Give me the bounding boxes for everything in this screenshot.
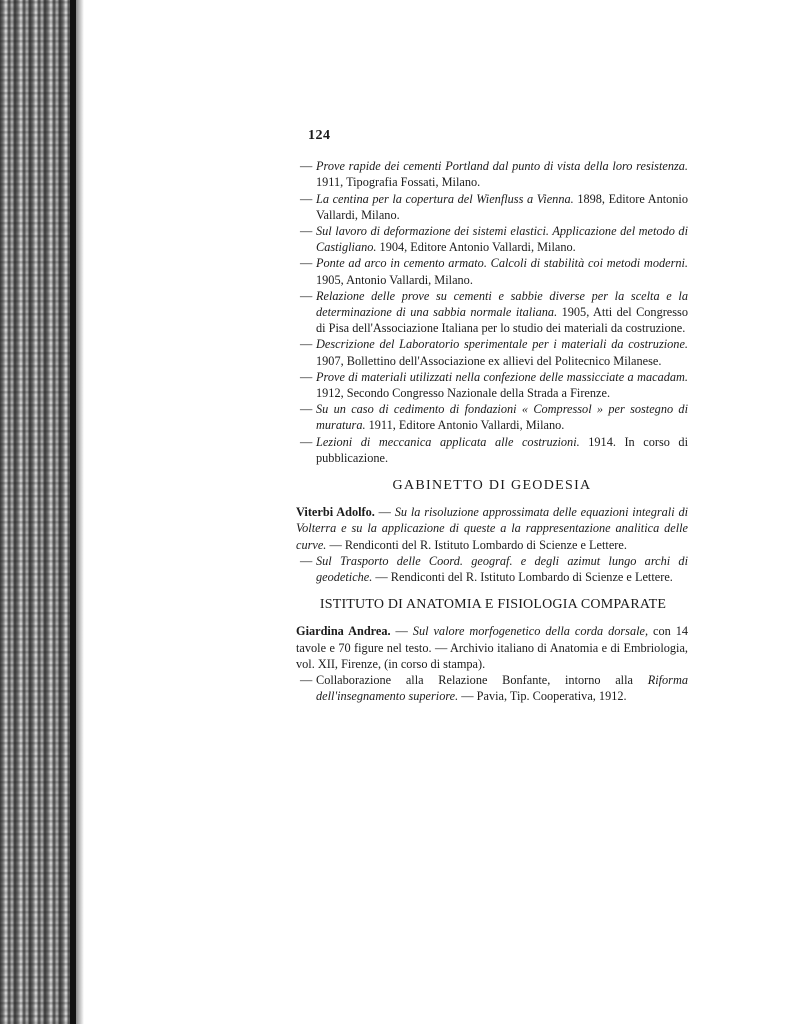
publication-details: 1911, Editore Antonio Vallardi, Milano.: [365, 418, 565, 433]
publication-entry: [296, 434, 688, 466]
publication-title: Sul lavoro di deformazione dei sistemi elastici. Applicazione del metodo di Castigliano.: [316, 224, 688, 255]
publication-entry: [296, 158, 688, 190]
author-name: Giardina Andrea.: [296, 624, 391, 639]
publication-entry: [296, 191, 688, 223]
publication-details: 1911, Tipografia Fossati, Milano.: [316, 175, 481, 190]
publication-details: 1904, Editore Antonio Vallardi, Milano.: [376, 240, 576, 255]
document-page: [296, 128, 688, 705]
publication-details: — Rendiconti del R. Istituto Lombardo di Scienze e Lettere.: [372, 570, 673, 585]
entry-dash: —: [300, 553, 313, 568]
publication-details: — Pavia, Tip. Cooperativa, 1912.: [458, 689, 627, 704]
entry-dash: —: [300, 159, 313, 174]
publication-entry: [296, 553, 688, 585]
publication-title: Sul valore morfogenetico della corda dorsale,: [412, 624, 649, 639]
publication-title: Lezioni di meccanica applicata alle costruzioni.: [316, 434, 580, 449]
publication-list: [296, 158, 688, 466]
publication-title: Descrizione del Laboratorio sperimentale per i materiali da costruzione.: [316, 337, 688, 352]
book-binding-edge: [0, 0, 78, 1024]
entry-dash: —: [300, 288, 313, 303]
publication-title: Prove di materiali utilizzati nella confezione delle massicciate a macadam.: [316, 369, 688, 384]
publication-title: Ponte ad arco in cemento armato. Calcoli di stabilità coi metodi moderni.: [316, 256, 688, 271]
publication-entry: [296, 336, 688, 368]
publication-prefix: Collaborazione alla Relazione Bonfante, intorno alla: [316, 673, 648, 688]
publication-details: 1905, Antonio Vallardi, Milano.: [316, 272, 473, 287]
entry-dash: —: [300, 256, 313, 271]
publication-title: Su la risoluzione approssimata delle equazioni integrali di Volterra e su la applicazione di queste a la rappresentazione analitica delle curve.: [296, 505, 689, 552]
entry-dash: —: [300, 337, 313, 352]
author-name: Viterbi Adolfo.: [296, 505, 375, 520]
publication-title: Sul Trasporto delle Coord. geograf. e degli azimut lungo archi di geodetiche.: [316, 553, 688, 585]
author-block-viterbi: [296, 504, 688, 585]
publication-entry: [296, 401, 688, 433]
publication-title: Prove rapide dei cementi Portland dal punto di vista della loro resistenza.: [316, 159, 688, 174]
entry-dash: —: [300, 402, 313, 417]
publication-title: Riforma dell'insegnamento superiore.: [316, 673, 688, 704]
publication-details: con 14 tavole e 70 figure nel testo. — Archivio italiano di Anatomia e di Embriologia, vol. XII, Firenze, (in corso di stampa).: [296, 624, 689, 671]
entry-dash: —: [300, 224, 313, 239]
publication-title: Relazione delle prove su cementi e sabbie diverse per la scelta e la determinazione di una sabbia normale italiana.: [316, 288, 688, 320]
publication-title: La centina per la copertura del Wienfluss a Vienna.: [316, 191, 574, 206]
entry-dash: —: [300, 434, 313, 449]
author-block-giardina: [296, 623, 688, 704]
entry-dash: —: [300, 191, 313, 206]
publication-details: 1914. In corso di pubblicazione.: [316, 434, 688, 465]
section-title-anatomia: ISTITUTO DI ANATOMIA E FISIOLOGIA COMPARATE: [319, 597, 667, 613]
publication-title: Su un caso di cedimento di fondazioni « Compressol » per sostegno di muratura.: [316, 402, 688, 433]
publication-entry: [296, 223, 688, 255]
page-number: 124: [308, 128, 331, 143]
entry-lead-dash: —: [390, 624, 413, 639]
publication-details: 1905, Atti del Congresso di Pisa dell'Associazione Italiana per lo studio dei materiali da costruzione.: [316, 305, 688, 336]
binding-fade: [76, 0, 84, 1024]
publication-details: 1912, Secondo Congresso Nazionale della Strada a Firenze.: [316, 386, 611, 401]
publication-entry: [296, 672, 688, 704]
section-title-geodesia: GABINETTO DI GEODESIA: [392, 478, 592, 494]
entry-dash: —: [300, 369, 313, 384]
entry-dash: —: [300, 673, 313, 688]
author-entry: [296, 504, 688, 553]
publication-entry: [296, 255, 688, 287]
publication-details: — Rendiconti del R. Istituto Lombardo di Scienze e Lettere.: [326, 537, 627, 552]
publication-entry: [296, 288, 688, 337]
author-entry: [296, 623, 688, 672]
publication-details: 1898, Editore Antonio Vallardi, Milano.: [316, 191, 688, 222]
publication-entry: [296, 369, 688, 401]
entry-lead-dash: —: [374, 505, 395, 520]
publication-details: 1907, Bollettino dell'Associazione ex allievi del Politecnico Milanese.: [316, 353, 662, 368]
